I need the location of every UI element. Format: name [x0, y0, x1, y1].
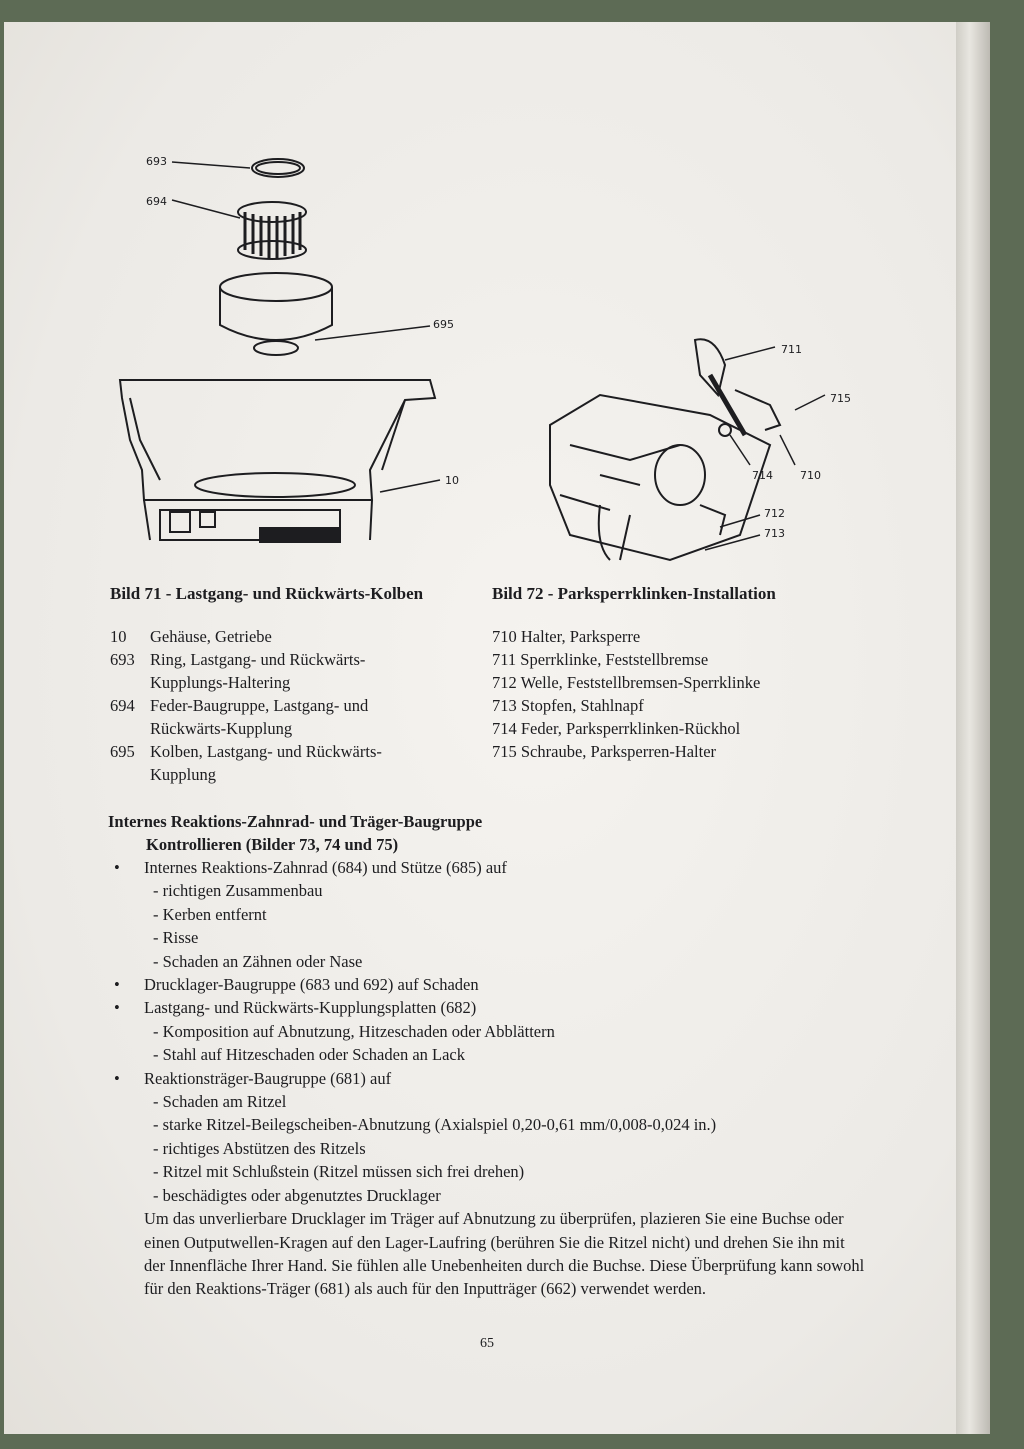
- bullet-item: [108, 996, 868, 1019]
- callout-10: 10: [445, 474, 459, 487]
- bullet-icon: •: [114, 1068, 120, 1088]
- sub-item: - starke Ritzel-Beilegscheiben-Abnutzung (Axialspiel 0,20-0,61 mm/0,008-0,024 in.): [153, 1115, 717, 1135]
- callout-714: 714: [752, 469, 773, 482]
- legend-item: 713 Stopfen, Stahlnapf: [492, 696, 644, 715]
- legend-item: 10 Gehäuse, Getriebe: [110, 627, 272, 646]
- section-heading-line1: Internes Reaktions-Zahnrad- und Träger-Baugruppe: [108, 812, 483, 831]
- legend-item: 695 Kolben, Lastgang- und Rückwärts-Kupplung: [110, 742, 382, 784]
- figure-72-caption: Bild 72 - Parksperrklinken-Installation: [492, 584, 776, 603]
- section-heading-line2: Kontrollieren (Bilder 73, 74 und 75): [146, 835, 399, 854]
- body-paragraph: Um das unverlierbare Drucklager im Träger auf Abnutzung zu überprüfen, plazieren Sie eine Buchse oder einen Outputwellen-Kragen auf den Lager-Laufring (berühren Sie die Ritzel nicht) und drehen Sie ihn mit der Innenfläche Ihrer Hand. Sie fühlen alle Unebenheiten durch die Buchse. Diese Überprüfung kann sowohl für den Reaktions-Träger (681) als auch für den Inputträger (662) verwendet werden.: [144, 1209, 865, 1299]
- sub-item: - Komposition auf Abnutzung, Hitzeschaden oder Abblättern: [153, 1021, 555, 1041]
- bullet-item: [108, 973, 868, 996]
- callout-712: 712: [764, 507, 785, 520]
- legend-item: 714 Feder, Parksperrklinken-Rückhol: [492, 719, 741, 738]
- page-number: 65: [480, 1336, 494, 1351]
- figure-71-legend: [110, 625, 440, 786]
- callout-694: 694: [146, 195, 167, 208]
- inspection-section: [108, 810, 868, 1301]
- bullet-text: Internes Reaktions-Zahnrad (684) und Stütze (685) auf: [144, 858, 507, 877]
- section-heading: [108, 810, 868, 856]
- legend-item: 712 Welle, Feststellbremsen-Sperrklinke: [492, 673, 761, 692]
- sub-item: - Kerben entfernt: [153, 904, 267, 924]
- sub-item: - Risse: [153, 928, 199, 948]
- bullet-text: Lastgang- und Rückwärts-Kupplungsplatten (682): [144, 998, 477, 1018]
- legend-item: 715 Schraube, Parksperren-Halter: [492, 742, 717, 761]
- sub-item: - richtiges Abstützen des Ritzels: [153, 1138, 366, 1158]
- sub-item: - Schaden am Ritzel: [153, 1092, 287, 1112]
- callout-693: 693: [146, 155, 167, 168]
- bullet-icon: •: [114, 975, 120, 995]
- callout-695: 695: [433, 318, 454, 331]
- sub-item: - richtigen Zusammenbau: [153, 881, 323, 901]
- bullet-item: [108, 1067, 868, 1090]
- callout-710: 710: [800, 469, 821, 482]
- bullet-icon: •: [114, 998, 120, 1018]
- sub-item: - beschädigtes oder abgenutztes Drucklager: [153, 1185, 441, 1205]
- figure-71-caption: Bild 71 - Lastgang- und Rückwärts-Kolben: [110, 584, 424, 603]
- legend-item: 694 Feder-Baugruppe, Lastgang- und Rückwärts-Kupplung: [110, 696, 369, 738]
- bullet-text: Drucklager-Baugruppe (683 und 692) auf Schaden: [144, 975, 479, 995]
- figure-72-legend: [492, 625, 760, 763]
- figure-72-illustration: [540, 335, 850, 565]
- sub-item: - Ritzel mit Schlußstein (Ritzel müssen sich frei drehen): [153, 1162, 525, 1182]
- page-edge: [956, 22, 990, 1434]
- sub-item: - Stahl auf Hitzeschaden oder Schaden an Lack: [153, 1045, 465, 1065]
- sub-item: - Schaden an Zähnen oder Nase: [153, 951, 363, 971]
- callout-713: 713: [764, 527, 785, 540]
- legend-item: 710 Halter, Parksperre: [492, 627, 641, 646]
- callout-711: 711: [781, 343, 802, 356]
- bullet-text: Reaktionsträger-Baugruppe (681) auf: [144, 1068, 392, 1088]
- callout-715: 715: [830, 392, 851, 405]
- bullet-item: [108, 856, 868, 879]
- legend-item: 711 Sperrklinke, Feststellbremse: [492, 650, 709, 669]
- legend-item: 693 Ring, Lastgang- und Rückwärts-Kupplungs-Haltering: [110, 650, 366, 692]
- bullet-icon: •: [114, 858, 120, 877]
